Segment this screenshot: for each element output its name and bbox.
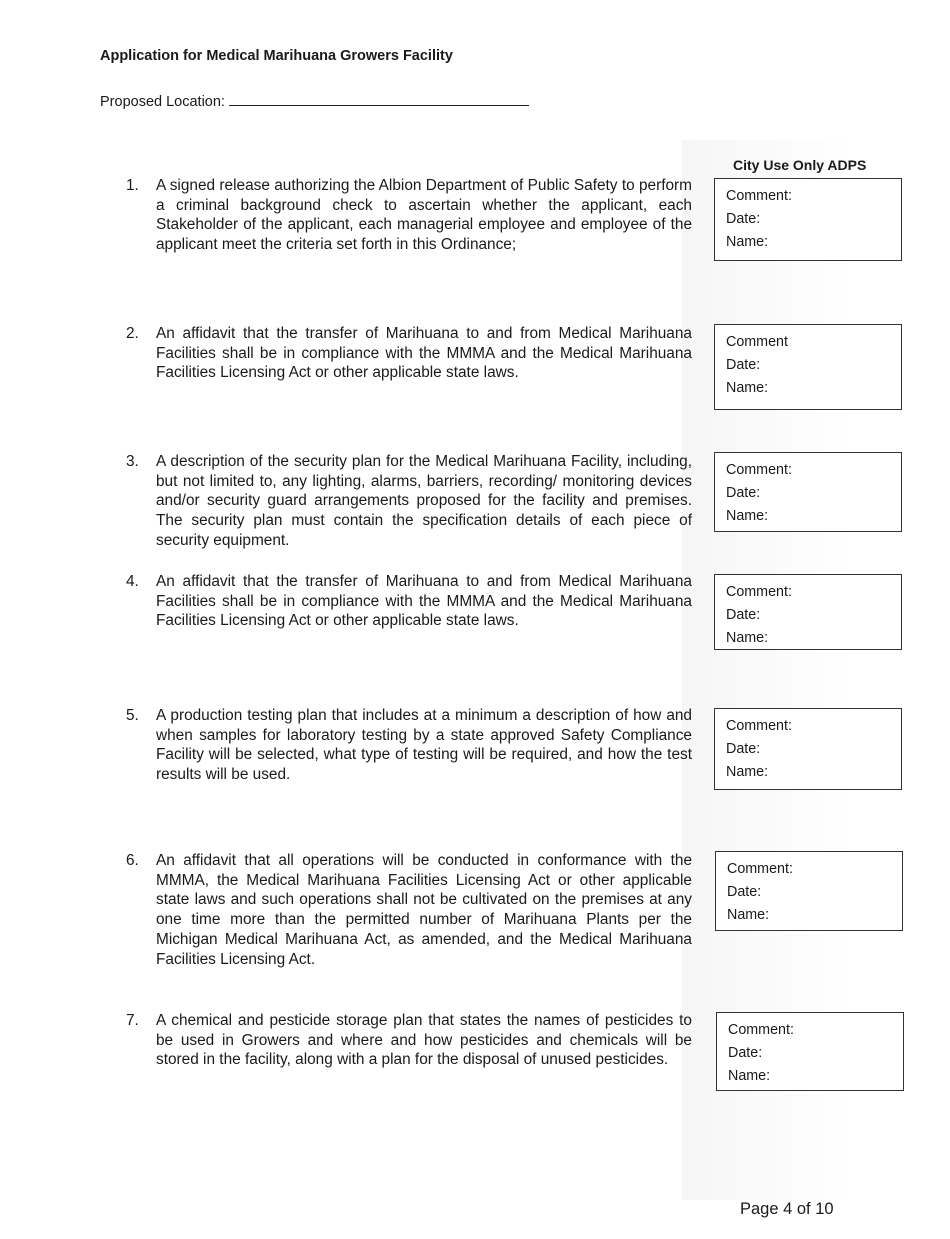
date-label: Date: (726, 741, 761, 757)
item-text: A production testing plan that includes at a minimum a description of how and when samples for laboratory testing by a state approved Safety Compliance Facility will be selected, what type of testing will be required, and how the test results will be used. (156, 707, 692, 784)
item-text: An affidavit that the transfer of Marihuana to and from Medical Marihuana Facilities shall be in compliance with the MMMA and the Medical Marihuana Facilities Licensing Act or other applicable state laws. (156, 325, 692, 382)
requirement-item-4 (126, 572, 692, 631)
date-label: Date: (726, 357, 761, 373)
city-use-only-header: City Use Only ADPS (733, 157, 867, 173)
review-box-5 (714, 708, 902, 790)
comment-label: Comment: (728, 1022, 794, 1038)
item-text: A description of the security plan for the Medical Marihuana Facility, including, but not limited to, any lighting, alarms, barriers, recording/ monitoring devices and/or security guard arrangements proposed for the facility and premises. The security plan must contain the specification details of each piece of security equipment. (156, 453, 692, 549)
page-number: Page 4 of 10 (740, 1200, 834, 1218)
date-label: Date: (728, 1045, 763, 1061)
item-text: An affidavit that the transfer of Marihuana to and from Medical Marihuana Facilities shall be in compliance with the MMMA and the Medical Marihuana Facilities Licensing Act or other applicable state laws. (156, 573, 692, 630)
requirement-item-1 (126, 176, 692, 255)
comment-label: Comment: (726, 718, 792, 734)
item-text: A signed release authorizing the Albion Department of Public Safety to perform a criminal background check to ascertain whether the applicant, each Stakeholder of the applicant, each managerial employee and employee of the applicant meet the criteria set forth in this Ordinance; (156, 177, 692, 254)
requirement-item-5 (126, 706, 692, 785)
name-label: Name: (726, 630, 769, 646)
requirement-item-6 (126, 851, 692, 969)
name-label: Name: (728, 1068, 771, 1084)
comment-label: Comment: (727, 861, 793, 877)
item-number: 4. (126, 573, 139, 590)
item-number: 2. (126, 325, 139, 342)
comment-label: Comment: (726, 584, 792, 600)
name-label: Name: (726, 234, 769, 250)
review-box-1 (714, 178, 902, 261)
item-number: 1. (126, 177, 139, 194)
name-label: Name: (727, 907, 770, 923)
name-label: Name: (726, 380, 769, 396)
proposed-location (100, 91, 529, 110)
requirement-item-7 (126, 1011, 692, 1070)
proposed-location-label: Proposed Location: (100, 94, 225, 110)
item-number: 6. (126, 852, 139, 869)
review-box-7 (716, 1012, 904, 1091)
proposed-location-field[interactable] (229, 91, 529, 106)
date-label: Date: (726, 485, 761, 501)
item-number: 5. (126, 707, 139, 724)
review-box-2 (714, 324, 902, 410)
comment-label: Comment (726, 334, 788, 350)
item-text: An affidavit that all operations will be conducted in conformance with the MMMA, the Medical Marihuana Facilities Licensing Act or other applicable state laws and such operations shall not be cultivated on the premises at any one time more than the permitted number of Marihuana Plants per the Michigan Medical Marihuana Act, as amended, and the Medical Marihuana Facilities Licensing Act. (156, 852, 692, 968)
comment-label: Comment: (726, 462, 792, 478)
item-number: 7. (126, 1012, 139, 1029)
review-box-3 (714, 452, 902, 532)
requirement-item-2 (126, 324, 692, 383)
name-label: Name: (726, 764, 769, 780)
date-label: Date: (726, 607, 761, 623)
document-title: Application for Medical Marihuana Growers Facility (100, 48, 453, 64)
item-number: 3. (126, 453, 139, 470)
item-text: A chemical and pesticide storage plan that states the names of pesticides to be used in Growers and where and how pesticides and chemicals will be stored in the facility, along with a plan for the disposal of unused pesticides. (156, 1012, 692, 1069)
comment-label: Comment: (726, 188, 792, 204)
review-box-4 (714, 574, 902, 650)
date-label: Date: (726, 211, 761, 227)
name-label: Name: (726, 508, 769, 524)
review-box-6 (715, 851, 903, 931)
requirement-item-3 (126, 452, 692, 551)
date-label: Date: (727, 884, 762, 900)
